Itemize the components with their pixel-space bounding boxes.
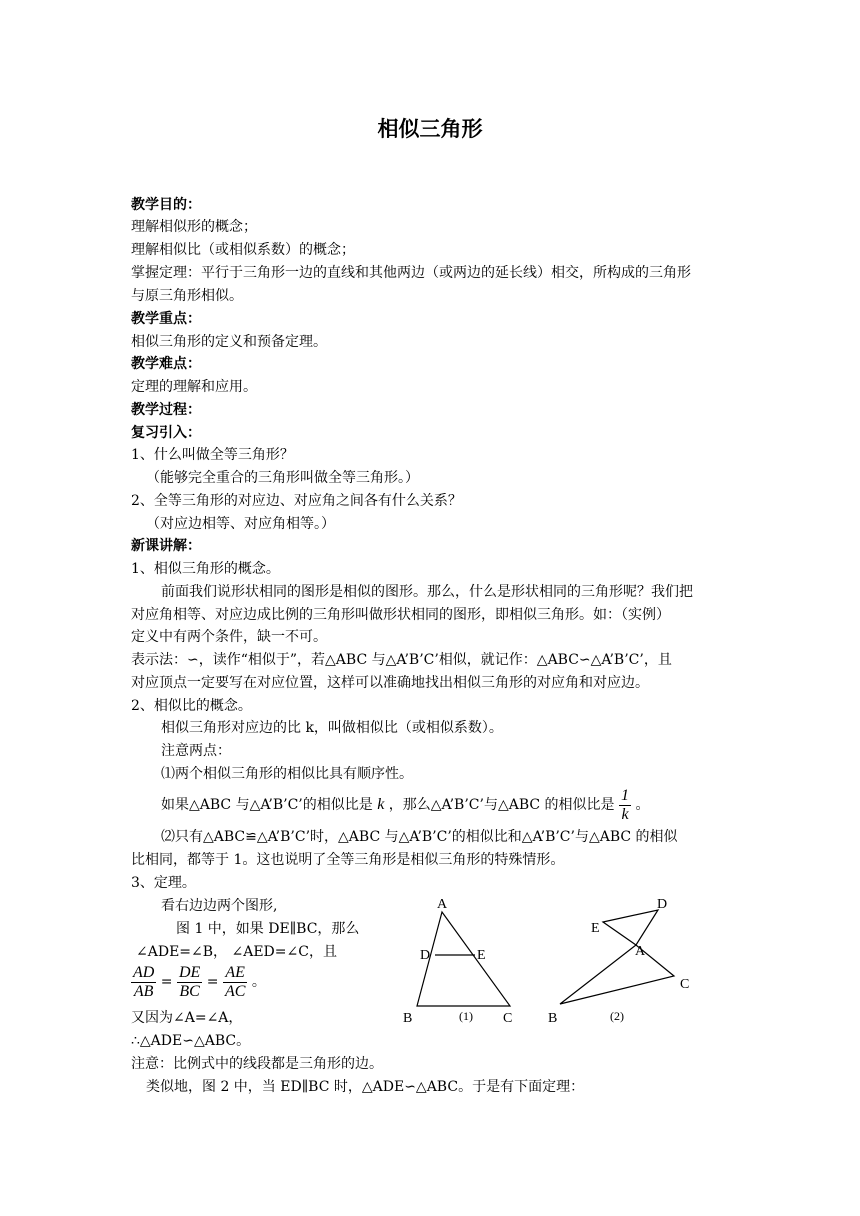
key-text: 相似三角形的定义和预备定理。 bbox=[131, 334, 327, 350]
fraction-ad: AD bbox=[133, 963, 155, 981]
equals-sign: = bbox=[160, 974, 173, 990]
process-heading: 教学过程： bbox=[131, 402, 201, 418]
section-3-proportion bbox=[131, 962, 266, 1002]
section-1-notation: 表示法：∽，读作“相似于”，若△ABC 与△A’B’C’相似，就记作：△ABC∽△A’B’C’，且 bbox=[131, 652, 672, 668]
figure-2 bbox=[540, 890, 700, 1030]
fraction-ae-ac bbox=[223, 964, 247, 1001]
ratio-text-a: 如果△ABC 与△A’B’C’的相似比是 bbox=[161, 797, 378, 813]
section-3-paragraph-1: 看右边边两个图形, bbox=[161, 898, 278, 914]
section-1-title: 1、相似三角形的概念。 bbox=[131, 561, 280, 577]
triangle-ade bbox=[603, 910, 658, 945]
label-c: C bbox=[680, 977, 690, 992]
label-a: A bbox=[635, 944, 646, 959]
fraction-ab: AB bbox=[133, 982, 154, 1000]
review-heading: 复习引入： bbox=[131, 425, 201, 441]
section-1-paragraph-3: 定义中有两个条件，缺一不可。 bbox=[131, 629, 327, 645]
review-answer-2: （对应边相等、对应角相等。） bbox=[146, 516, 335, 532]
difficulty-heading: 教学难点： bbox=[131, 356, 201, 372]
ratio-k: k bbox=[377, 796, 385, 813]
equals-sign: = bbox=[206, 974, 219, 990]
label-e: E bbox=[591, 921, 600, 936]
review-question-1: 1、什么叫做全等三角形？ bbox=[131, 447, 294, 463]
fraction-bc: BC bbox=[179, 982, 200, 1000]
new-lesson-heading: 新课讲解： bbox=[131, 538, 201, 554]
label-c: C bbox=[503, 1011, 513, 1026]
label-e: E bbox=[477, 948, 486, 963]
section-1-paragraph-1: 前面我们说形状相同的图形是相似的图形。那么，什么是形状相同的三角形呢？我们把 bbox=[161, 584, 693, 600]
section-3-angle-a: 又因为∠A=∠A， bbox=[131, 1010, 243, 1026]
fraction-numerator: 1 bbox=[621, 786, 629, 804]
section-2-title: 2、相似比的概念。 bbox=[131, 698, 252, 714]
section-2-point-2: ⑵只有△ABC≌△A’B’C’时，△ABC 与△A’B’C’的相似比和△A’B’C’与△ABC 的相似 bbox=[161, 829, 678, 845]
section-3-last: 类似地，图 2 中，当 ED∥BC 时，△ADE∽△ABC。于是有下面定理： bbox=[146, 1079, 585, 1095]
ratio-text-b: ，那么△A’B’C’与△ABC 的相似比是 bbox=[384, 797, 615, 813]
goal-1: 理解相似形的概念； bbox=[131, 219, 257, 235]
section-1-notation-cont: 对应顶点一定要写在对应位置，这样可以准确地找出相似三角形的对应角和对应边。 bbox=[131, 675, 649, 691]
figure-1 bbox=[395, 890, 535, 1030]
review-question-2: 2、全等三角形的对应边、对应角之间各有什么关系？ bbox=[131, 493, 462, 509]
goal-3a: 掌握定理：平行于三角形一边的直线和其他两边（或两边的延长线）相交，所构成的三角形 bbox=[131, 265, 691, 281]
section-3-note: 注意：比例式中的线段都是三角形的边。 bbox=[131, 1056, 383, 1072]
triangle-abc-2 bbox=[560, 945, 674, 1004]
section-3-paragraph-2: 图 1 中，如果 DE∥BC，那么 bbox=[176, 921, 360, 937]
proportion-end: 。 bbox=[247, 974, 266, 990]
section-2-point-2-cont: 比相同，都等于 1。这也说明了全等三角形是相似三角形的特殊情形。 bbox=[131, 852, 565, 868]
goal-heading: 教学目的： bbox=[131, 197, 201, 213]
section-3-title: 3、定理。 bbox=[131, 875, 196, 891]
label-d: D bbox=[420, 948, 431, 963]
label-b: B bbox=[548, 1011, 558, 1026]
fraction-de-bc bbox=[177, 964, 202, 1001]
fraction-one-over-k bbox=[619, 787, 631, 824]
goal-3b: 与原三角形相似。 bbox=[131, 288, 243, 304]
fraction-denominator: k bbox=[621, 805, 629, 823]
label-b: B bbox=[403, 1011, 413, 1026]
section-2-paragraph-1: 相似三角形对应边的比 k，叫做相似比（或相似系数）。 bbox=[161, 720, 503, 736]
key-heading: 教学重点： bbox=[131, 311, 201, 327]
label-a: A bbox=[437, 897, 448, 912]
difficulty-text: 定理的理解和应用。 bbox=[131, 379, 257, 395]
section-1-paragraph-2: 对应角相等、对应边成比例的三角形叫做形状相同的图形，即相似三角形。如：（实例） bbox=[131, 607, 670, 623]
ratio-text-c: 。 bbox=[631, 797, 650, 813]
section-2-paragraph-2: 注意两点： bbox=[161, 743, 231, 759]
figure-2-caption: (2) bbox=[610, 1009, 624, 1023]
section-3-angles: ∠ADE=∠B， ∠AED=∠C，且 bbox=[136, 944, 337, 960]
figure-1-caption: (1) bbox=[459, 1009, 473, 1023]
fraction-ae: AE bbox=[223, 964, 247, 983]
triangle-abc bbox=[417, 912, 510, 1006]
section-2-point-1: ⑴两个相似三角形的相似比具有顺序性。 bbox=[161, 766, 413, 782]
goal-2: 理解相似比（或相似系数）的概念； bbox=[131, 242, 355, 258]
review-answer-1: （能够完全重合的三角形叫做全等三角形。） bbox=[146, 470, 419, 486]
page-title: 相似三角形 bbox=[377, 117, 483, 141]
section-3-conclusion: ∴△ADE∽△ABC。 bbox=[131, 1033, 251, 1049]
fraction-ac: AC bbox=[224, 982, 246, 1000]
fraction-ad-ab bbox=[131, 964, 156, 1001]
fraction-de: DE bbox=[178, 963, 201, 981]
label-d: D bbox=[657, 897, 668, 912]
section-2-ratio-line bbox=[161, 785, 649, 825]
